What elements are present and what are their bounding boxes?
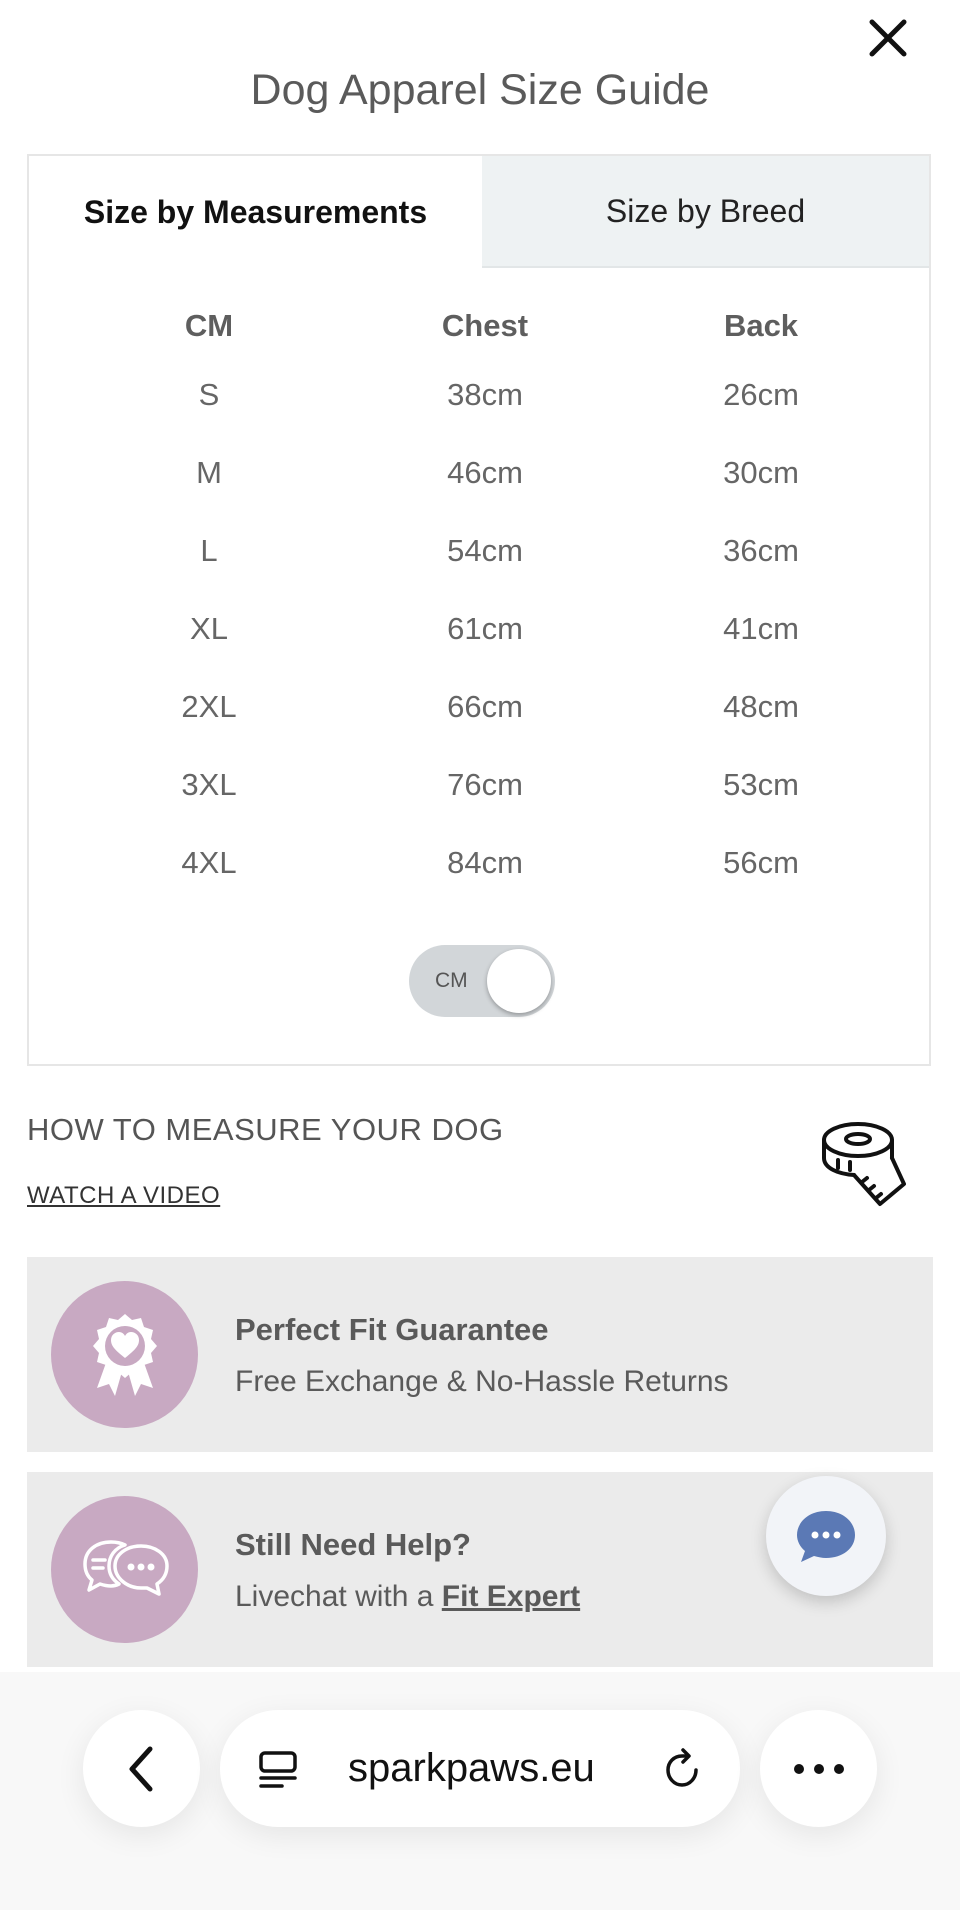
more-button[interactable] (760, 1710, 877, 1827)
table-row (29, 512, 929, 590)
watch-video-link[interactable]: WATCH A VIDEO (27, 1182, 221, 1209)
card-subtitle-prefix: Livechat with a (235, 1580, 442, 1613)
size-cell: 4XL (181, 845, 237, 880)
table-row (29, 356, 929, 434)
chest-cell: 66cm (447, 689, 523, 724)
perfect-fit-card (27, 1257, 933, 1452)
card-title: Still Need Help? (235, 1527, 471, 1562)
size-cell: S (198, 377, 220, 412)
award-ribbon-heart-icon (51, 1281, 198, 1428)
size-cell: M (196, 455, 222, 490)
unit-toggle-label: CM (435, 969, 468, 992)
measuring-tape-icon (818, 1118, 908, 1210)
card-title: Perfect Fit Guarantee (235, 1312, 549, 1347)
table-row (29, 434, 929, 512)
size-table (29, 296, 929, 902)
table-row (29, 824, 929, 902)
chest-cell: 54cm (447, 533, 523, 568)
unit-toggle[interactable] (409, 945, 555, 1017)
size-cell: L (200, 533, 218, 568)
reload-icon[interactable] (662, 1748, 704, 1795)
table-row (29, 590, 929, 668)
size-cell: XL (190, 611, 228, 646)
back-cell: 56cm (723, 845, 799, 880)
header-back: Back (723, 308, 799, 343)
url-text: sparkpaws.eu (348, 1746, 595, 1790)
fit-expert-link[interactable]: Fit Expert (441, 1580, 581, 1613)
header-chest: Chest (441, 308, 529, 343)
card-subtitle: Free Exchange & No-Hassle Returns (235, 1365, 729, 1398)
back-cell: 53cm (723, 767, 799, 802)
chest-cell: 38cm (447, 377, 523, 412)
tab-size-by-measurements[interactable]: Size by Measurements (29, 156, 482, 268)
size-guide-panel (27, 154, 931, 1066)
back-cell: 30cm (723, 455, 799, 490)
card-subtitle (235, 1580, 580, 1614)
chat-bubbles-icon (51, 1496, 198, 1643)
tab-size-by-breed[interactable]: Size by Breed (482, 156, 929, 268)
size-cell: 3XL (181, 767, 237, 802)
header-unit: CM (184, 308, 234, 343)
chest-cell: 84cm (447, 845, 523, 880)
chest-cell: 46cm (447, 455, 523, 490)
chest-cell: 76cm (447, 767, 523, 802)
table-header-row (29, 296, 929, 356)
back-cell: 36cm (723, 533, 799, 568)
page-title: Dog Apparel Size Guide (250, 66, 710, 114)
chat-bubble-icon (795, 1507, 857, 1565)
table-row (29, 746, 929, 824)
how-to-measure-heading: HOW TO MEASURE YOUR DOG (27, 1112, 504, 1147)
browser-toolbar (0, 1672, 960, 1910)
table-row (29, 668, 929, 746)
more-dots-icon (793, 1763, 845, 1775)
back-cell: 48cm (723, 689, 799, 724)
close-icon[interactable] (862, 12, 914, 64)
live-chat-button[interactable] (766, 1476, 886, 1596)
back-cell: 26cm (723, 377, 799, 412)
tabs-icon[interactable] (258, 1750, 298, 1795)
chevron-left-icon (122, 1743, 162, 1795)
back-button[interactable] (83, 1710, 200, 1827)
back-cell: 41cm (723, 611, 799, 646)
unit-toggle-knob[interactable] (487, 949, 551, 1013)
size-cell: 2XL (181, 689, 237, 724)
address-bar[interactable] (220, 1710, 740, 1827)
chest-cell: 61cm (447, 611, 523, 646)
